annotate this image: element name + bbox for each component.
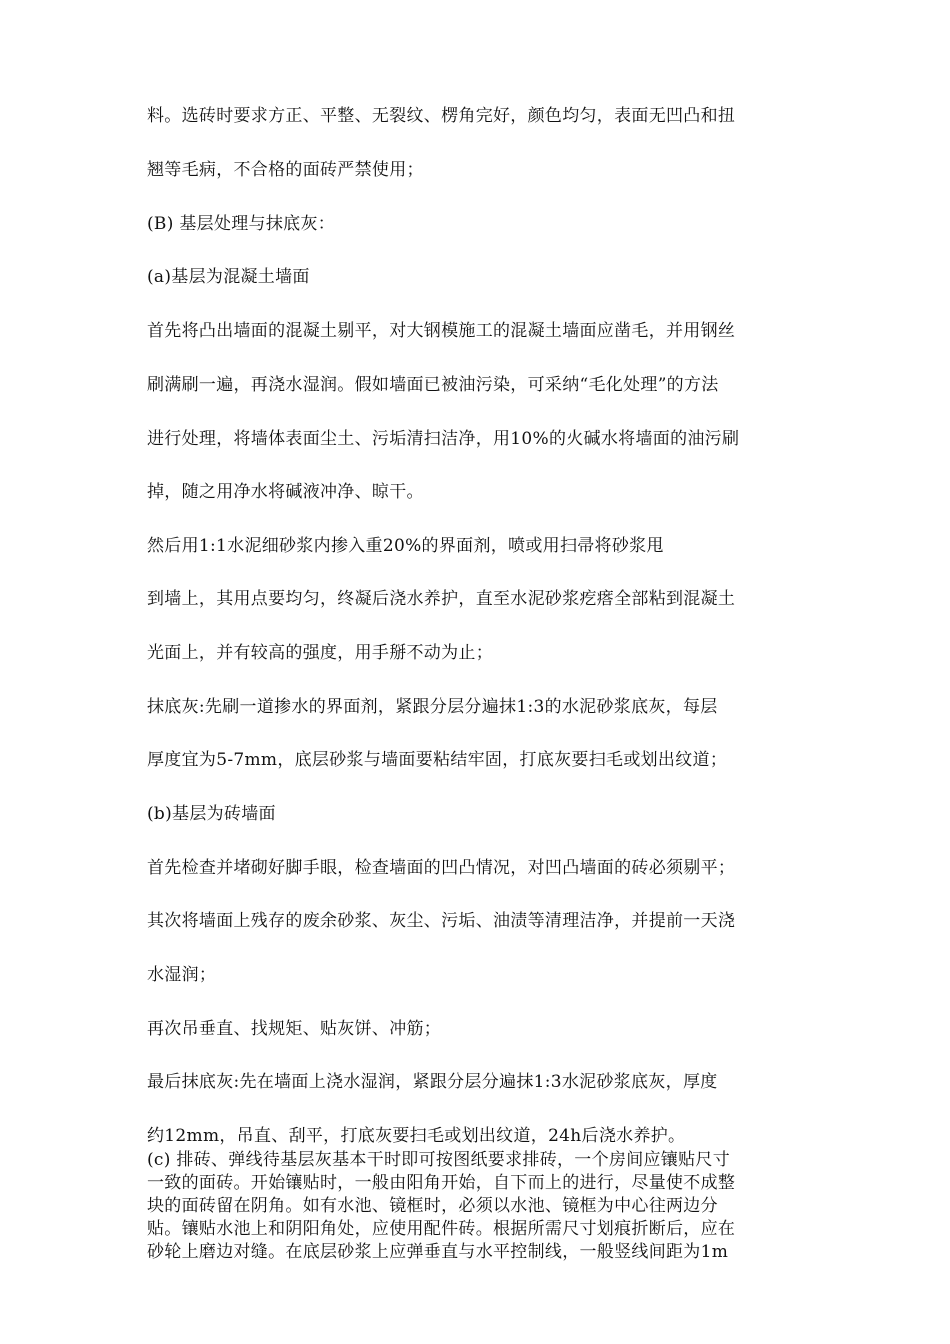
text-line: 到墙上，其用点要均匀，终凝后浇水养护，直至水泥砂浆疙瘩全部粘到混凝土 [147,589,736,609]
text-line: 抹底灰:先刷一道掺水的界面剂，紧跟分层分遍抹1:3的水泥砂浆底灰，每层 [147,697,718,717]
text-line: 块的面砖留在阴角。如有水池、镜框时，必须以水池、镜框为中心往两边分 [147,1196,718,1216]
text-line: 水湿润； [147,965,217,985]
text-line: 再次吊垂直、找规矩、贴灰饼、冲筋； [147,1019,442,1039]
text-line: (c) 排砖、弹线待基层灰基本干时即可按图纸要求排砖，一个房间应镶贴尺寸 [147,1150,730,1170]
text-line: 刷满刷一遍，再浇水湿润。假如墙面已被油污染，可采纳“毛化处理”的方法 [147,375,719,395]
text-line: 贴。镶贴水池上和阴阳角处，应使用配件砖。根据所需尺寸划痕折断后，应在 [147,1219,736,1239]
text-line: 光面上，并有较高的强度，用手掰不动为止； [147,643,493,663]
text-line: 其次将墙面上残存的废余砂浆、灰尘、污垢、油渍等清理洁净，并提前一天浇 [147,911,736,931]
text-line: 首先将凸出墙面的混凝土剔平，对大钢模施工的混凝土墙面应凿毛，并用钢丝 [147,321,736,341]
text-line: 进行处理，将墙体表面尘土、污垢清扫洁净，用10%的火碱水将墙面的油污刷 [147,429,740,449]
subsection-heading: (a)基层为混凝土墙面 [147,267,310,287]
text-line: 约12mm，吊直、刮平，打底灰要扫毛或划出纹道，24h后浇水养护。 [147,1126,686,1146]
text-line: 翘等毛病，不合格的面砖严禁使用； [147,160,424,180]
text-line: 然后用1:1水泥细砂浆内掺入重20%的界面剂，喷或用扫帚将砂浆甩 [147,536,664,556]
text-line: 料。选砖时要求方正、平整、无裂纹、楞角完好，颜色均匀，表面无凹凸和扭 [147,106,736,126]
text-line: 最后抹底灰:先在墙面上浇水湿润，紧跟分层分遍抹1:3水泥砂浆底灰，厚度 [147,1072,718,1092]
text-line: 厚度宜为5-7mm，底层砂浆与墙面要粘结牢固，打底灰要扫毛或划出纹道； [147,750,728,770]
text-line: 砂轮上磨边对缝。在底层砂浆上应弹垂直与水平控制线，一般竖线间距为1m [147,1242,729,1262]
section-heading: (B) 基层处理与抹底灰： [147,214,336,234]
subsection-heading: (b)基层为砖墙面 [147,804,276,824]
text-line: 一致的面砖。开始镶贴时，一般由阳角开始，自下而上的进行，尽量使不成整 [147,1173,736,1193]
text-line: 首先检查并堵砌好脚手眼，检查墙面的凹凸情况，对凹凸墙面的砖必须剔平； [147,858,736,878]
text-line: 掉，随之用净水将碱液冲净、晾干。 [147,482,424,502]
dense-paragraph [147,1149,847,1264]
